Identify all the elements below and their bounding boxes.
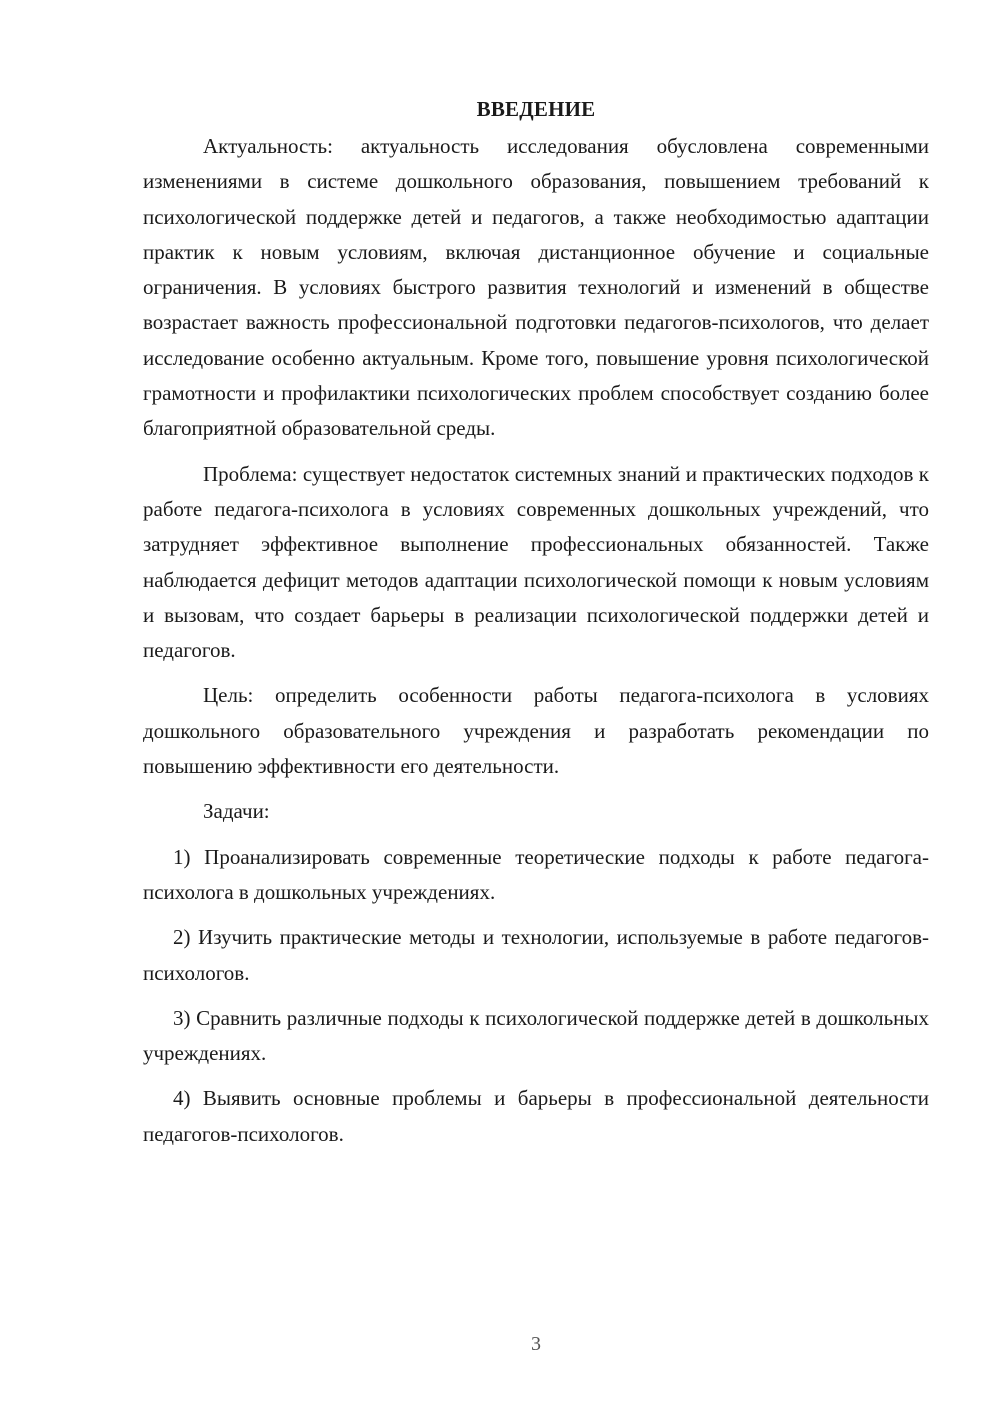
page-number: 3: [531, 1333, 541, 1355]
task-item: 3) Сравнить различные подходы к психологической поддержке детей в дошкольных учреждениях.: [143, 1005, 929, 1066]
tasks-label: Задачи:: [203, 799, 270, 824]
goal-paragraph: Цель: определить особенности работы педагога-психолога в условиях дошкольного образовательного учреждения и разработать рекомендации по повышению эффективности его деятельности.: [143, 683, 929, 779]
task-item: 4) Выявить основные проблемы и барьеры в профессиональной деятельности педагогов-психологов.: [143, 1086, 929, 1146]
task-item: 2) Изучить практические методы и технологии, используемые в работе педагогов-психологов.: [143, 925, 929, 985]
task-item: 1) Проанализировать современные теоретические подходы к работе педагога-психолога в дошкольных учреждениях.: [143, 844, 929, 904]
relevance-paragraph: Актуальность: актуальность исследования обусловлена современными изменениями в системе дошкольного образования, повышением требований к психологической поддержке детей и педагогов, а также необходимостью адаптации практик к новым условиям, включая дистанционное обучение и социальные ограничения. В условиях быстрого развития технологий и изменений в обществе возрастает важность профессиональной подготовки педагогов-психологов, что делает исследование особенно актуальным. Кроме того, повышение уровня психологической грамотности и профилактики психологических проблем способствует созданию более благоприятной образовательной среды.: [143, 134, 929, 441]
problem-paragraph: Проблема: существует недостаток системных знаний и практических подходов к работе педагога-психолога в условиях современных дошкольных учреждений, что затрудняет эффективное выполнение профессиональных обязанностей. Также наблюдается дефицит методов адаптации психологической помощи к новым условиям и вызовам, что создает барьеры в реализации психологической поддержки детей и педагогов.: [143, 461, 929, 663]
document-page: [143, 92, 929, 1162]
section-heading: ВВЕДЕНИЕ: [476, 97, 596, 121]
